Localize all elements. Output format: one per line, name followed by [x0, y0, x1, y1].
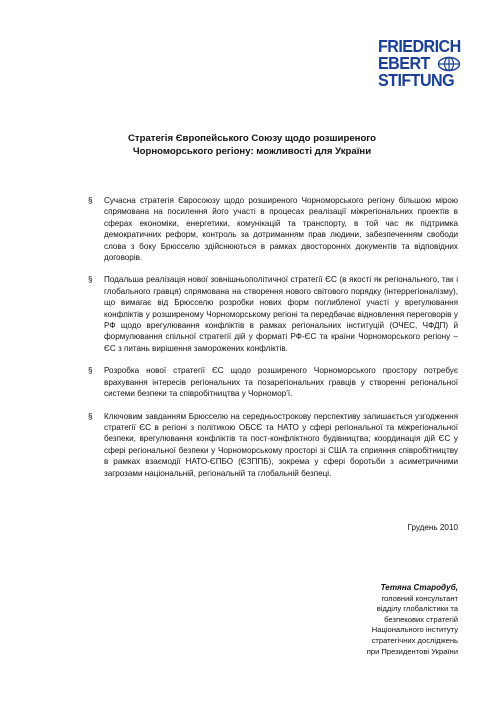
- section-mark: §: [88, 275, 93, 285]
- author-position-line: стратегічних досліджень: [371, 635, 458, 645]
- logo-word-ebert: EBERT: [378, 53, 430, 73]
- title-line-2: Чорноморського регіону: можливості для України: [132, 146, 372, 157]
- logo-line-3: [378, 72, 486, 89]
- thesis-text: Ключовим завданням Брюсселю на середньострокову перспективу залишається узгодження стратегії ЄС в регіоні з політикою ОБСЄ та НАТО у сфері регіональної та міжрегіональної безпеки, врегулювання конфліктів та пост-конфліктного будівництва; координація дій ЄС у сфері регіональної безпеки у Чорноморському просторі зі США та сприяння співробітництву в рамках взаємодії НАТО-ЄПБО (ЄЗППБ), зокрема у сфері боротьби з асиметричними загрозами національній, регіональній та глобальній безпеці.: [104, 411, 458, 478]
- author-position-line: при Президентові України: [366, 646, 458, 656]
- thesis-item-2: [88, 274, 458, 354]
- thesis-list: [88, 195, 458, 490]
- thesis-item-3: [88, 365, 458, 399]
- author-position-line: відділу глобалістики та: [376, 604, 458, 614]
- friedrich-ebert-stiftung-logo: [378, 38, 486, 89]
- author-position-line: Національного інституту: [371, 625, 458, 635]
- thesis-text: Подальша реалізація нової зовнішньополітичної стратегії ЄС (в якості як регіонального, так і глобального гравця) спрямована на створення нового світового порядку (інтеррегіоналізму), що вимагає від Брюсселю розробки нових форм поглибленої участі у врегулювання конфліктів у розширеному Чорноморському регіоні та передбачає відновлення переговорів у РФ щодо врегулювання конфліктів в рамках регіональних інституцій (ОЧЕС, ЧФДП) й формулювання спільної стратегії дій у форматі РФ-ЄС та країни Чорноморського регіону – ЄС з питань вирішення заморожених конфліктів.: [104, 275, 458, 353]
- thesis-text: Сучасна стратегія Євросоюзу щодо розширеного Чорноморського регіону більшою мірою спрямована на посилення його участі в процесах реалізації міжрегіональних проектів в сферах економіки, енергетики, комунікацій та транспорту, в той час як підтримка демократичних реформ, контроль за дотриманням прав людини, забезпеченням свободи слова з боку Брюсселю здійснюються в рамках двосторонніх документів та відповідних договорів.: [104, 196, 458, 263]
- author-name: Тетяна Стародуб,: [380, 583, 458, 592]
- thesis-item-4: [88, 411, 458, 479]
- author-signature: [258, 583, 458, 657]
- document-title: [0, 132, 504, 158]
- section-mark: §: [88, 366, 93, 376]
- thesis-text: Розробка нової стратегії ЄС щодо розширеного Чорноморського простору потребує врахування інтересів регіональних та позарегіональних гравців у створенні регіональної системи безпеки та співробітництва у Чорномор’ї.: [104, 366, 458, 399]
- logo-word-friedrich: FRIEDRICH: [378, 36, 461, 56]
- section-mark: §: [88, 411, 93, 421]
- author-position-line: безпекових стратегій: [384, 614, 458, 624]
- document-date: Грудень 2010: [407, 523, 458, 532]
- logo-word-stiftung: STIFTUNG: [378, 70, 455, 90]
- title-line-1: Стратегія Європейського Союзу щодо розширеного: [127, 133, 377, 144]
- author-position-line: головний консультант: [381, 593, 458, 603]
- section-mark: §: [88, 196, 93, 205]
- thesis-item-1: [88, 195, 458, 263]
